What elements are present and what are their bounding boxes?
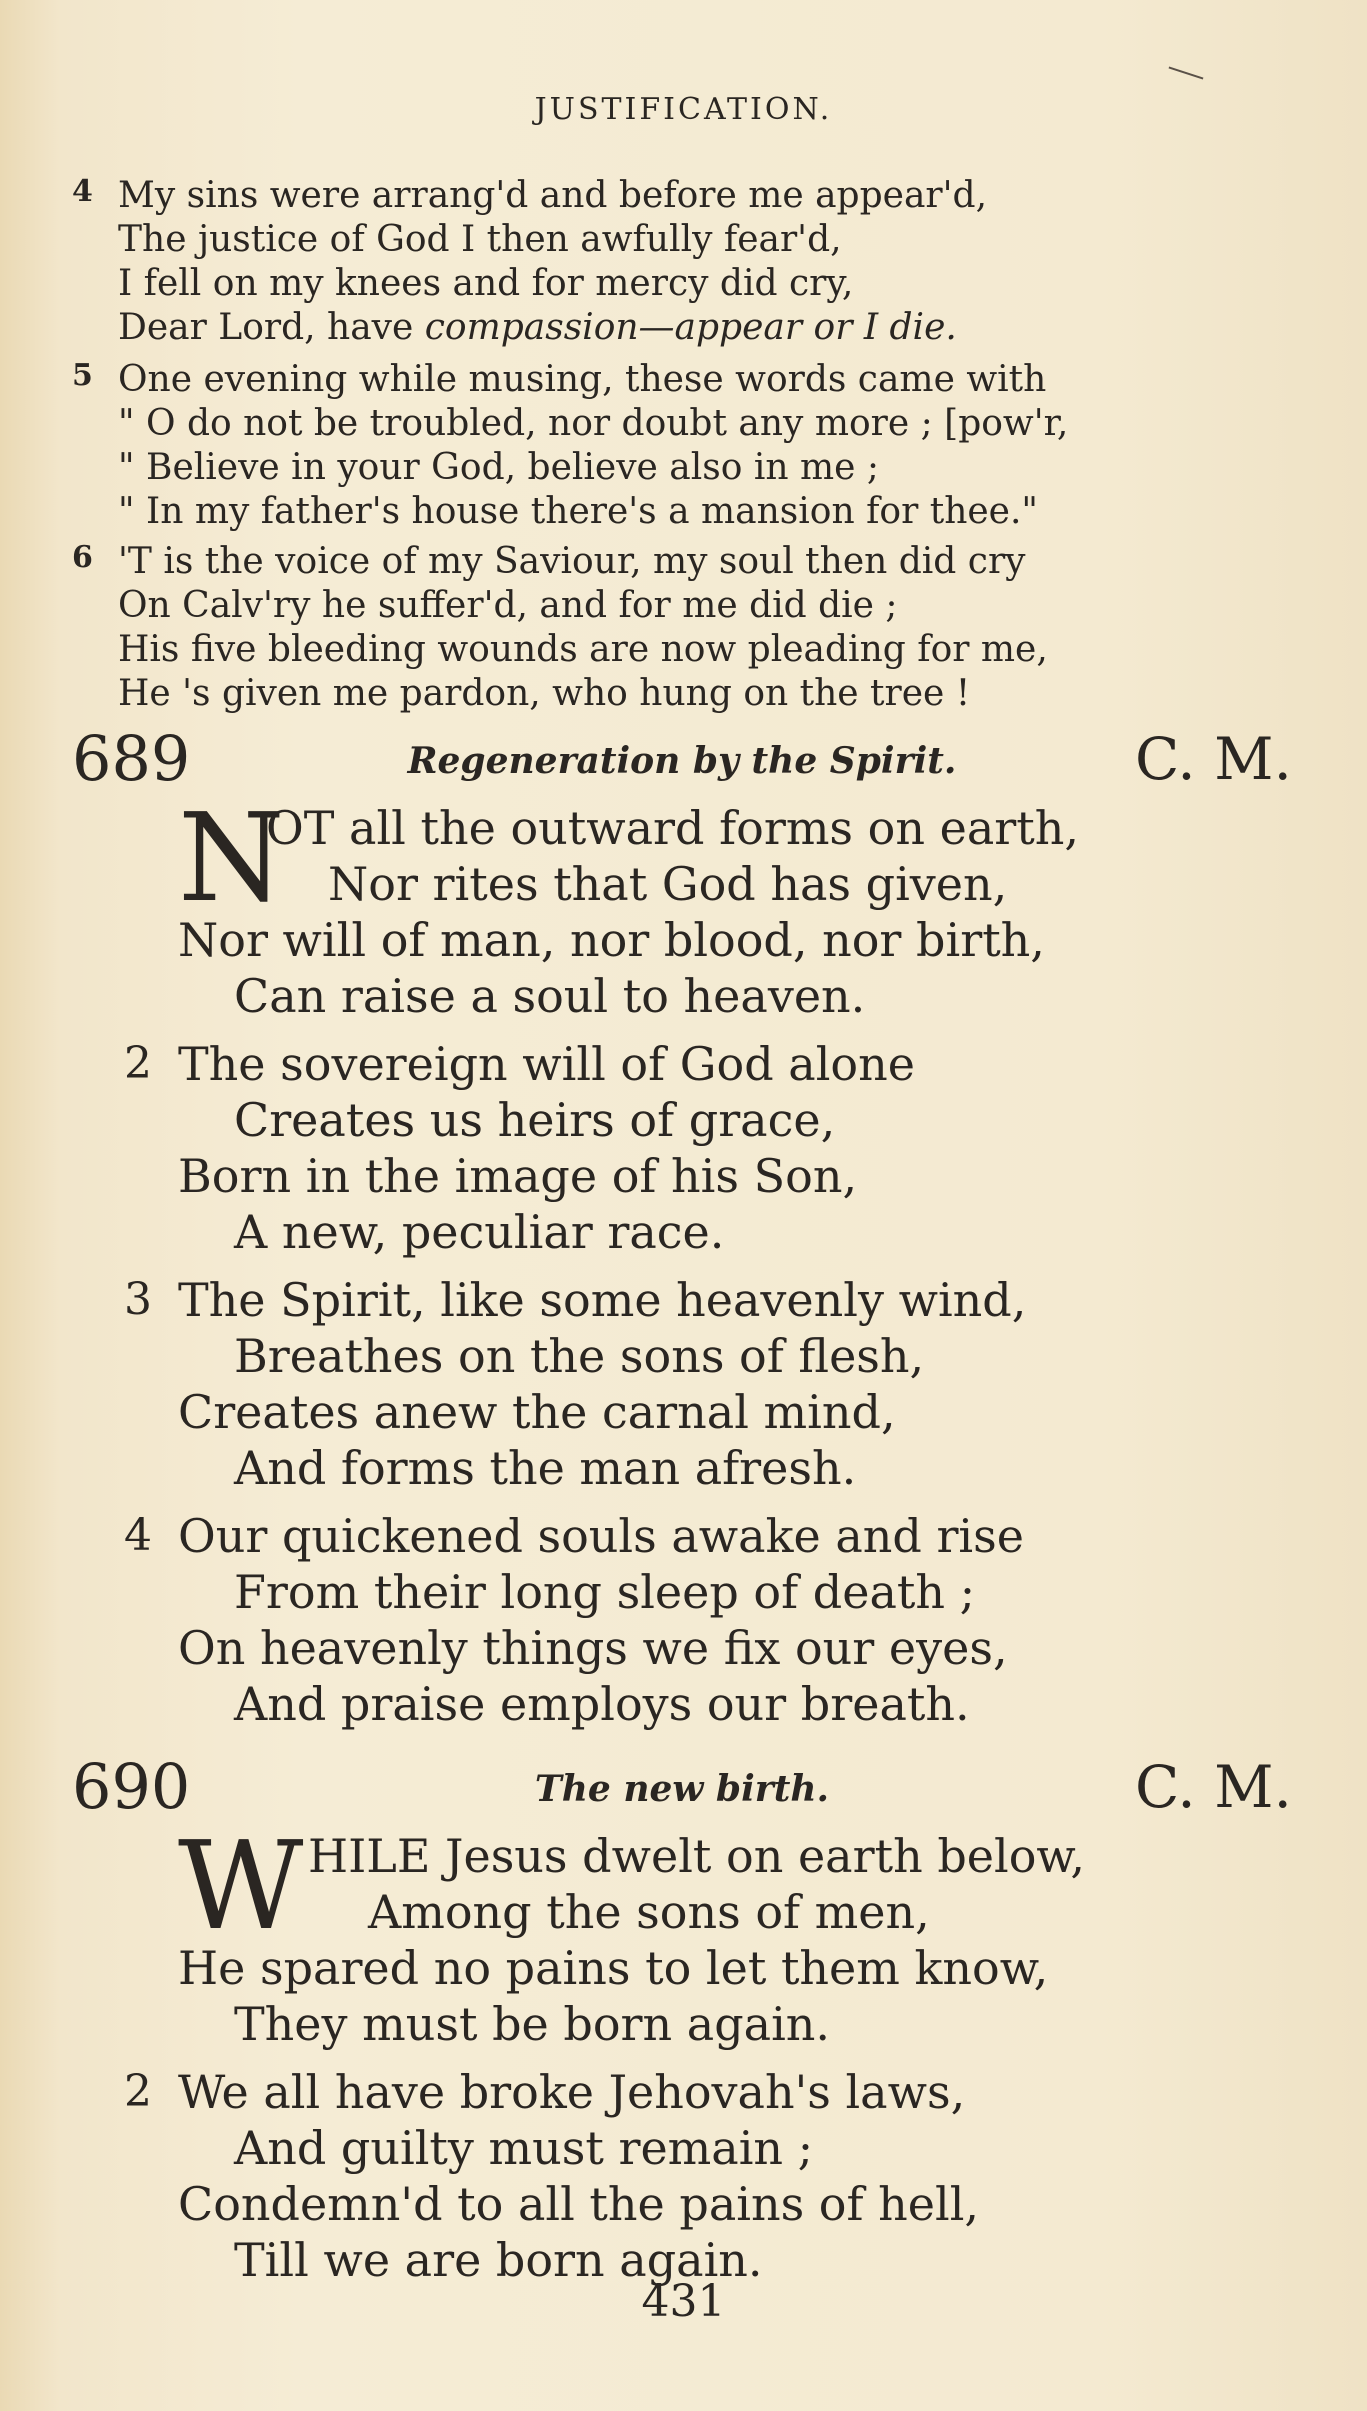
hymn-heading-690 [72, 1752, 1292, 1822]
drop-cap: N [178, 787, 285, 929]
prev-stanza-5 [72, 358, 1312, 534]
stanza-line: A new, peculiar race. [234, 1205, 725, 1259]
stanza-line: Creates us heirs of grace, [234, 1093, 836, 1147]
stanza-number: 2 [124, 1038, 152, 1089]
stanza-line: HILE Jesus dwelt on earth below, [308, 1829, 1085, 1883]
stanza-line: They must be born again. [234, 1997, 831, 2051]
hymn-689-stanza-2 [124, 1036, 1358, 1260]
prev-stanza-6 [72, 540, 1312, 716]
stanza-line: My sins were arrang'd and before me appear'd, [118, 175, 988, 216]
hymn-689-stanza-1 [178, 787, 1358, 1024]
stanza-line: OT all the outward forms on earth, [266, 801, 1079, 855]
hymn-meter: C. M. [1134, 1753, 1292, 1821]
stanza-line: Breathes on the sons of flesh, [234, 1329, 925, 1383]
hymn-689-stanza-4 [124, 1508, 1358, 1732]
hymn-690-stanza-2 [124, 2064, 1358, 2288]
stanza-line: Can raise a soul to heaven. [234, 969, 866, 1023]
stanza-line: Condemn'd to all the pains of hell, [178, 2177, 980, 2231]
stanza-line: One evening while musing, these words came with [118, 359, 1047, 400]
hymn-title: Regeneration by the Spirit. [407, 740, 957, 782]
hymn-meter: C. M. [1134, 725, 1292, 793]
stanza-line [72, 306, 1312, 350]
stanza-line: " O do not be troubled, nor doubt any more ; [pow'r, [118, 403, 1069, 444]
drop-cap: W [178, 1815, 304, 1957]
prev-stanza-4 [72, 174, 1312, 350]
stanza-line: On heavenly things we fix our eyes, [178, 1621, 1008, 1675]
stanza-number: 4 [124, 1510, 152, 1561]
stanza-line-start: Dear Lord, have [118, 307, 425, 348]
stanza-line-italic: compassion—appear or I die. [424, 307, 957, 348]
stanza-line: Born in the image of his Son, [178, 1149, 858, 1203]
stanza-line: His five bleeding wounds are now pleading for me, [118, 629, 1048, 670]
stanza-line: " Believe in your God, believe also in me ; [118, 447, 880, 488]
running-head: JUSTIFICATION. [534, 92, 833, 127]
hymn-number: 690 [72, 1750, 191, 1823]
stanza-line: " In my father's house there's a mansion for thee." [118, 491, 1038, 532]
stanza-line: Nor will of man, nor blood, nor birth, [178, 913, 1045, 967]
stanza-line: Creates anew the carnal mind, [178, 1385, 896, 1439]
stanza-number: 6 [72, 540, 93, 575]
corner-mark [1169, 66, 1204, 79]
stanza-line: 'T is the voice of my Saviour, my soul then did cry [118, 541, 1026, 582]
hymn-number: 689 [72, 722, 191, 795]
stanza-line: He 's given me pardon, who hung on the tree ! [118, 673, 971, 714]
stanza-line: On Calv'ry he suffer'd, and for me did die ; [118, 585, 898, 626]
stanza-line: And guilty must remain ; [234, 2121, 814, 2175]
hymn-690-stanza-1 [178, 1815, 1358, 2052]
hymn-heading-689 [72, 724, 1292, 794]
stanza-line: From their long sleep of death ; [234, 1565, 976, 1619]
stanza-number: 2 [124, 2066, 152, 2117]
stanza-line: He spared no pains to let them know, [178, 1941, 1049, 1995]
stanza-line: The justice of God I then awfully fear'd, [118, 219, 842, 260]
stanza-line: And forms the man afresh. [234, 1441, 857, 1495]
stanza-line: The Spirit, like some heavenly wind, [178, 1273, 1027, 1327]
stanza-number: 3 [124, 1274, 152, 1325]
stanza-line: I fell on my knees and for mercy did cry, [118, 263, 854, 304]
stanza-line: Nor rites that God has given, [328, 857, 1008, 911]
stanza-number: 4 [72, 174, 93, 209]
stanza-number: 5 [72, 358, 93, 393]
stanza-line: Till we are born again. [234, 2233, 763, 2287]
stanza-line: We all have broke Jehovah's laws, [178, 2065, 966, 2119]
page-number: 431 [641, 2276, 726, 2327]
hymn-title: The new birth. [534, 1768, 830, 1810]
stanza-line: And praise employs our breath. [234, 1677, 970, 1731]
stanza-line: The sovereign will of God alone [178, 1037, 915, 1091]
stanza-line: Among the sons of men, [368, 1885, 930, 1939]
stanza-line: Our quickened souls awake and rise [178, 1509, 1024, 1563]
hymn-689-stanza-3 [124, 1272, 1358, 1496]
